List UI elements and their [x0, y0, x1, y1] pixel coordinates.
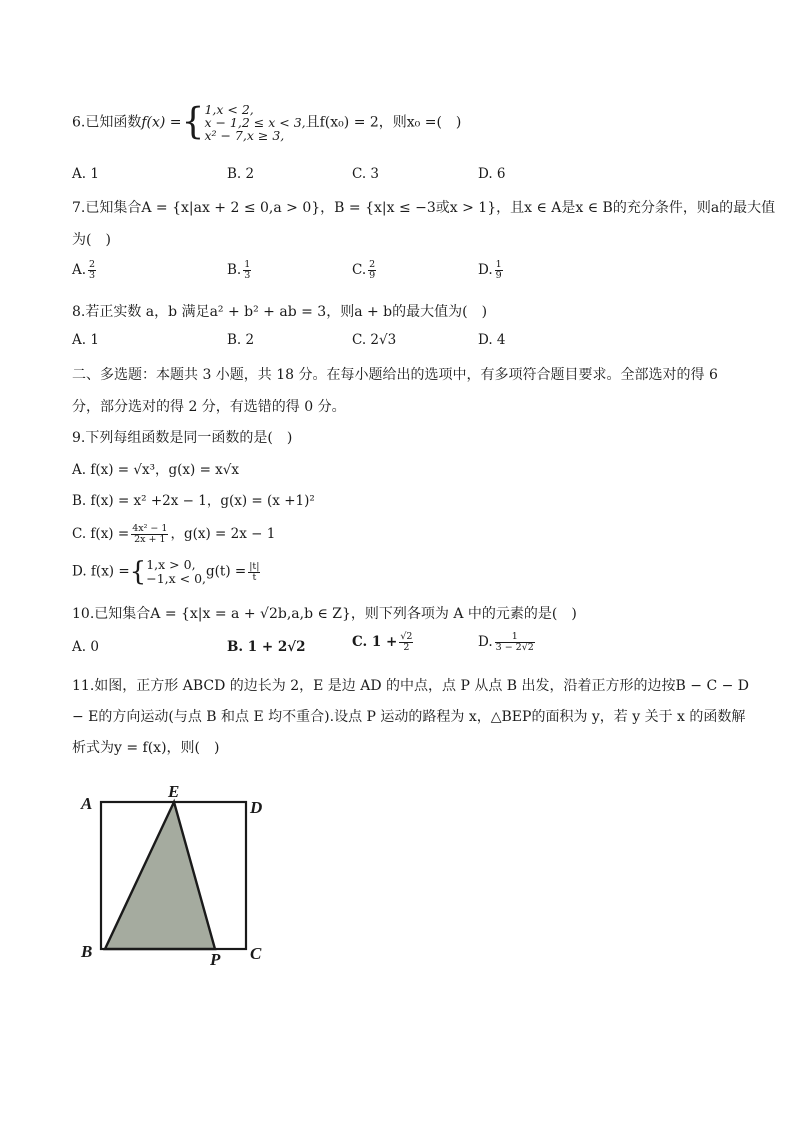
- q11-line3: 析式为y = f(x)，则( ): [72, 740, 220, 756]
- q6-case2: x − 1,2 ≤ x < 3,: [204, 115, 306, 130]
- q8-option-a: A. 1: [72, 332, 99, 348]
- q10-option-d-den: 3 − 2√2: [495, 641, 534, 653]
- q7-option-a-den: 3: [89, 269, 96, 281]
- q8-stem: 8.若正实数 a，b 满足a² + b² + ab = 3，则a + b的最大值为( ): [72, 304, 488, 320]
- label-d: D: [250, 798, 263, 817]
- q9-option-d-num: |t|: [249, 560, 260, 572]
- q10-option-c-den: 2: [403, 641, 410, 653]
- q10-option-c-prefix: C. 1 +: [352, 633, 398, 650]
- q6-fx: f(x) =: [141, 114, 182, 131]
- q6-case3: x² − 7,x ≥ 3,: [204, 128, 285, 143]
- triangle-bep: [105, 802, 215, 949]
- section2-line2: 分，部分选对的得 2 分，有选错的得 0 分。: [72, 399, 346, 415]
- q7-option-d-den: 9: [495, 269, 502, 281]
- q10-option-c: [352, 632, 415, 653]
- q7-option-b-den: 3: [244, 269, 251, 281]
- q7-option-a-label: A.: [72, 261, 87, 278]
- q11-line2: − E的方向运动(与点 B 和点 E 均不重合).设点 P 运动的路程为 x，△BEP的面积为 y，若 y 关于 x 的函数解: [72, 709, 746, 725]
- label-b: B: [81, 942, 93, 961]
- q10-option-d: [478, 632, 537, 653]
- q9-option-d: [72, 558, 262, 586]
- q7-option-b-label: B.: [227, 261, 242, 278]
- q8-option-b: B. 2: [227, 332, 255, 348]
- q10-option-d-frac: [495, 632, 535, 653]
- q9-option-d-mid: g(t) =: [206, 563, 247, 580]
- q10-stem: 10.已知集合A = {x|x = a + √2b,a,b ∈ Z}，则下列各项为 A 中的元素的是( ): [72, 606, 577, 622]
- q9-option-b: B. f(x) = x² +2x − 1，g(x) = (x +1)²: [72, 493, 315, 509]
- q9-option-d-case1: 1,x > 0,: [146, 557, 196, 572]
- q9-option-c-suffix: ，g(x) = 2x − 1: [170, 526, 276, 542]
- q7-option-d-frac: [495, 260, 503, 281]
- q7-option-a: [72, 260, 98, 281]
- q6-option-c: C. 3: [352, 166, 380, 182]
- q9-option-c-den: 2x + 1: [134, 534, 166, 545]
- label-p: P: [210, 950, 221, 969]
- q9-option-d-den: t: [252, 571, 257, 583]
- q10-option-c-num: √2: [400, 631, 413, 642]
- q7-option-c-den: 9: [369, 269, 376, 281]
- q10-option-b: B. 1 + 2√2: [227, 639, 306, 655]
- q7-line2: 为( ): [72, 232, 111, 248]
- q9-option-d-cases: [146, 558, 206, 586]
- q10-option-a: A. 0: [72, 639, 99, 655]
- q9-option-d-prefix: D. f(x) =: [72, 563, 130, 580]
- label-c: C: [250, 944, 262, 963]
- q6-stem-suffix: 且f(x₀) = 2，则x₀ =( ): [305, 114, 462, 131]
- q9-stem: 9.下列每组函数是同一函数的是( ): [72, 430, 293, 446]
- q9-option-d-frac: [248, 562, 260, 583]
- q7-option-c: [352, 260, 378, 281]
- q6-option-d: D. 6: [478, 166, 506, 182]
- q7-option-b-num: 1: [244, 259, 251, 270]
- q7-option-c-num: 2: [369, 259, 376, 270]
- q7-option-c-label: C.: [352, 261, 367, 278]
- section2-line1: 二、多选题：本题共 3 小题，共 18 分。在每小题给出的选项中，有多项符合题目要求。全部选对的得 6: [72, 367, 718, 383]
- q6-brace: {: [181, 101, 205, 143]
- label-a: A: [81, 794, 93, 813]
- q9-option-c-num: 4x² − 1: [132, 523, 168, 535]
- q7-option-b: [227, 260, 253, 281]
- q10-option-d-prefix: D.: [478, 633, 493, 650]
- q11-figure: [70, 775, 280, 975]
- q8-option-c: C. 2√3: [352, 332, 397, 348]
- q6-option-b: B. 2: [227, 166, 255, 182]
- label-e: E: [168, 782, 180, 801]
- q7-option-d-label: D.: [478, 261, 493, 278]
- q9-option-a: A. f(x) = √x³，g(x) = x√x: [72, 462, 240, 478]
- q7-line1: 7.已知集合A = {x|ax + 2 ≤ 0,a > 0}，B = {x|x ≤ −3或x > 1}，且x ∈ A是x ∈ B的充分条件，则a的最大值: [72, 200, 776, 216]
- q8-option-d: D. 4: [478, 332, 506, 348]
- q9-option-c-frac: [131, 524, 168, 545]
- q7-option-a-num: 2: [89, 259, 96, 270]
- q7-option-a-frac: [88, 260, 96, 281]
- q6-cases: [204, 103, 305, 142]
- q9-option-d-brace: {: [129, 557, 147, 587]
- q7-option-d: [478, 260, 505, 281]
- q6-stem: [72, 103, 461, 142]
- q10-option-c-frac: [399, 632, 413, 653]
- q9-option-d-case2: −1,x < 0,: [146, 571, 207, 586]
- q7-option-b-frac: [243, 260, 251, 281]
- q11-line1: 11.如图，正方形 ABCD 的边长为 2，E 是边 AD 的中点，点 P 从点 B 出发，沿着正方形的边按B − C − D: [72, 678, 750, 694]
- q7-option-c-frac: [368, 260, 376, 281]
- q6-option-a: A. 1: [72, 166, 99, 182]
- q10-option-d-num: 1: [495, 632, 535, 643]
- q7-option-d-num: 1: [495, 259, 502, 270]
- q6-stem-prefix: 6.已知函数: [72, 114, 142, 131]
- q9-option-c-prefix: C. f(x) =: [72, 526, 130, 542]
- q6-case1: 1,x < 2,: [204, 102, 254, 117]
- q9-option-c: [72, 522, 275, 545]
